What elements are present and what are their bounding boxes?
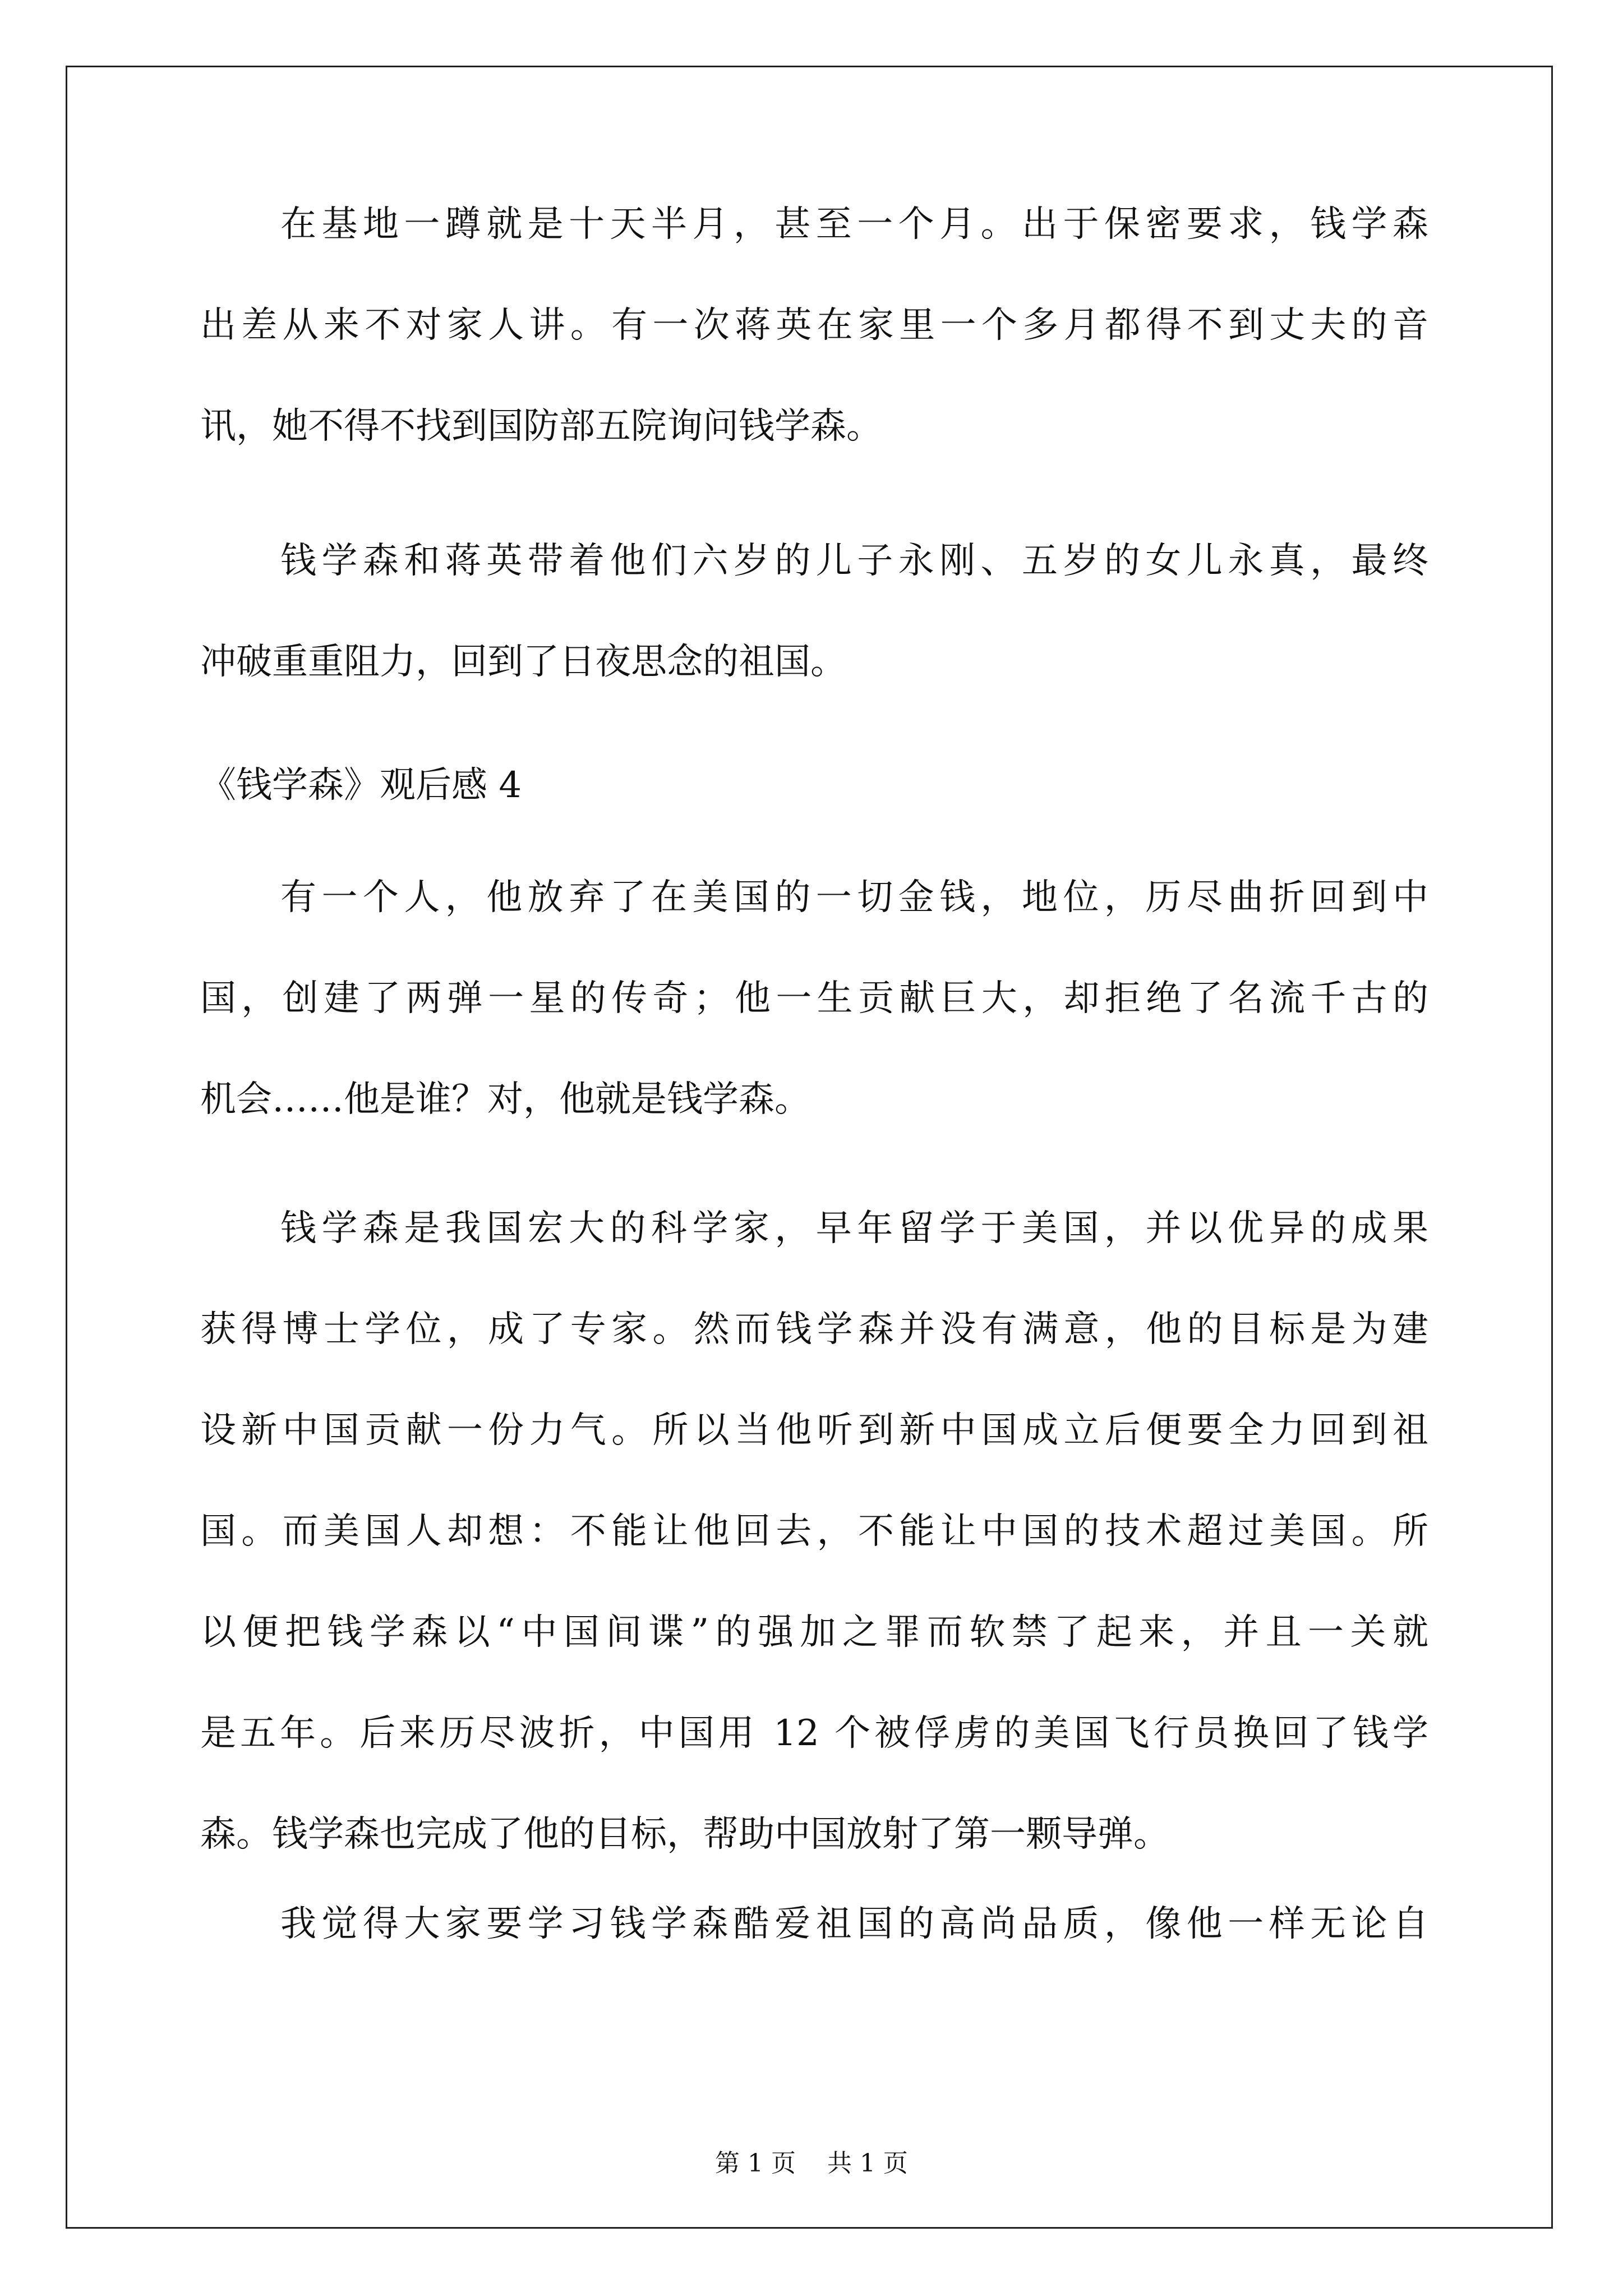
paragraph [200,539,1428,684]
text-line: 钱学森和蒋英带着他们六岁的儿子永刚、五岁的女儿永真，最终 [280,540,1428,582]
text-line: 我觉得大家要学习钱学森酷爱祖国的高尚品质，像他一样无论自 [280,1903,1428,1945]
page-total: 共 1 页 [827,2149,908,2178]
text-line: 国，创建了两弹一星的传奇；他一生贡献巨大，却拒绝了名流千古的 [200,978,1428,1019]
paragraph [200,1206,1428,1857]
text-line: 出差从来不对家人讲。有一次蒋英在家里一个多月都得不到丈夫的音 [200,305,1428,346]
text-line: 冲破重重阻力，回到了日夜思念的祖国。 [200,641,846,683]
text-line: 国。而美国人却想：不能让他回去，不能让中国的技术超过美国。所 [200,1511,1428,1552]
text-line: 森。钱学森也完成了他的目标，帮助中国放射了第一颗导弹。 [200,1814,1169,1855]
section-heading [200,763,1428,808]
page-footer [0,2143,1623,2179]
text-line: 钱学森是我国宏大的科学家，早年留学于美国，并以优异的成果 [280,1208,1428,1249]
text-line: 是五年。后来历尽波折，中国用 12 个被俘虏的美国飞行员换回了钱学 [200,1713,1428,1754]
paragraph [200,202,1428,449]
text-line: 在基地一蹲就是十天半月，甚至一个月。出于保密要求，钱学森 [280,204,1428,245]
page-number: 第 1 页 [715,2149,796,2178]
paragraph [200,875,1428,1122]
heading-text: 《钱学森》观后感 4 [200,765,522,806]
text-line: 获得博士学位，成了专家。然而钱学森并没有满意，他的目标是为建 [200,1309,1428,1350]
text-line: 讯，她不得不找到国防部五院询问钱学森。 [200,406,882,447]
text-line: 以便把钱学森以“中国间谍”的强加之罪而软禁了起来，并且一关就 [200,1612,1428,1653]
paragraph [200,1902,1428,1947]
text-line: 机会……他是谁？对，他就是钱学森。 [200,1079,810,1120]
text-line: 有一个人，他放弃了在美国的一切金钱，地位，历尽曲折回到中 [280,877,1428,918]
text-line: 设新中国贡献一份力气。所以当他听到新中国成立后便要全力回到祖 [200,1410,1428,1451]
